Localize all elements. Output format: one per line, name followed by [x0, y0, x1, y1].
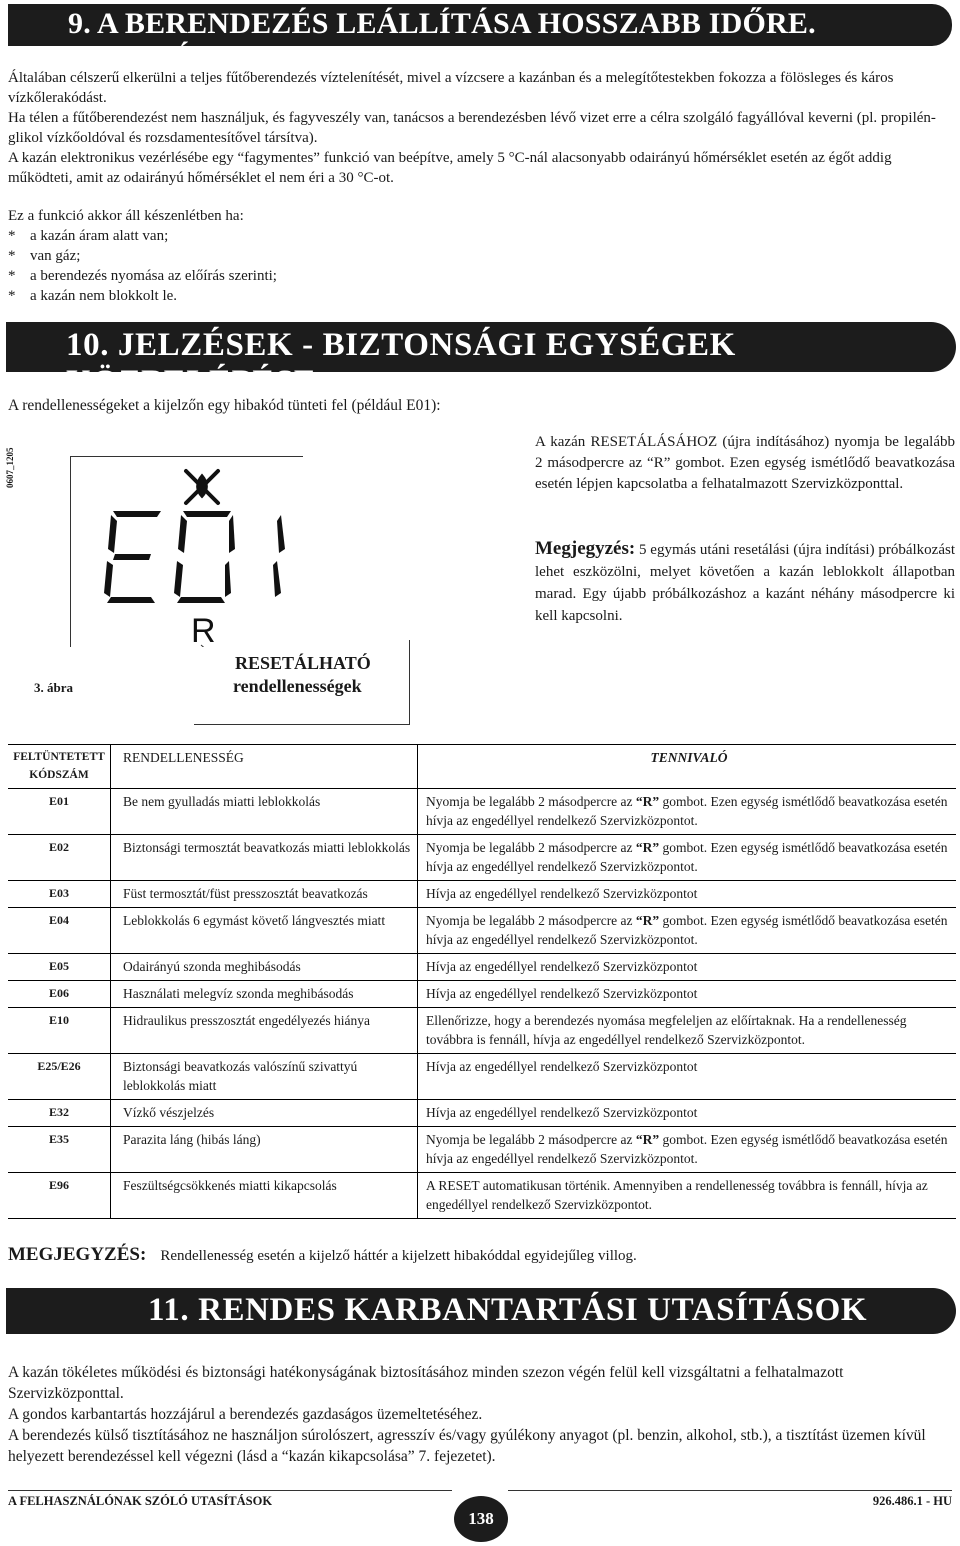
row-code: E06	[8, 981, 111, 1008]
table-row	[8, 1173, 956, 1219]
row-code: E96	[8, 1173, 111, 1219]
section9-p3: A kazán elektronikus vezérlésébe egy “fagymentes” funkció van beépítve, amely 5 °C-nál alacsonyabb odairányú hőmérséklet esetén az égőt addig működteti, amit az odairányú hőmérséklet el nem éri a 30 °C-ot.	[8, 150, 892, 186]
bullet-item: * van gáz;	[8, 248, 81, 264]
table-row	[8, 981, 956, 1008]
action-text: Hívja az engedéllyel rendelkező Szervizközpontot	[426, 986, 698, 1001]
section11-p3: A berendezés külső tisztításához ne használjon súrolószert, agresszív és/vagy gyúlékony anyagot (pl. benzin, alkohol, stb.), a tisztítást üzemen kívül helyezett berendezéssel kell végezni (lásd a “kazán kikapcsolása” 7. fejezetet).	[8, 1427, 926, 1465]
section10-title: 10. JELZÉSEK - BIZTONSÁGI EGYSÉGEK KÖZBELÉPÉSE	[66, 327, 736, 400]
note-text: 5 egymás utáni resetálási (újra indítási) próbálkozást lehet eszközölni, melyet követően a kazán leblokkolt állapotban marad. Egy újabb próbálkozáshoz a kazánt néhány másodpercre ki kell kapcsolni.	[535, 542, 956, 624]
row-code: E01	[8, 789, 111, 835]
footer-right: 926.486.1 - HU	[872, 1494, 952, 1508]
row-code: E04	[8, 908, 111, 954]
footer-left: A FELHASZNÁLÓNAK SZÓLÓ UTASÍTÁSOK	[8, 1494, 273, 1508]
row-fault: Be nem gyulladás miatti leblokkolás	[111, 789, 418, 835]
section10-banner	[6, 322, 956, 400]
action-text: Ellenőrizze, hogy a berendezés nyomása megfeleljen az előírtaknak. Ha a rendellenesség továbbra is fennáll, hívja az engedéllyel rendelkező Szervizközpontot.	[426, 1013, 907, 1047]
action-text-rest: gombot. Ezen egység ismétlődő beavatkozása esetén hívja az engedéllyel rendelkező Szervizközpontot.	[426, 1132, 948, 1166]
action-text: Nyomja be legalább 2 másodpercre az	[426, 840, 636, 855]
action-text: Nyomja be legalább 2 másodpercre az	[426, 794, 636, 809]
footer-rule-right	[508, 1490, 952, 1491]
action-text: Nyomja be legalább 2 másodpercre az	[426, 913, 636, 928]
row-fault: Vízkő vészjelzés	[111, 1100, 418, 1127]
row-code: E32	[8, 1100, 111, 1127]
segment-e-icon	[104, 511, 161, 603]
action-text: Hívja az engedéllyel rendelkező Szervizközpontot	[426, 1105, 698, 1120]
note-label: Megjegyzés:	[535, 538, 636, 559]
row-fault: Biztonsági beavatkozás valószínű szivattyú leblokkolás miatt	[111, 1054, 418, 1100]
row-action	[418, 954, 957, 981]
row-fault: Használati melegvíz szonda meghibásodás	[111, 981, 418, 1008]
row-action	[418, 1173, 957, 1219]
section9-p4: Ez a funkció akkor áll készenlétben ha:	[8, 208, 244, 224]
table-row	[8, 1100, 956, 1127]
row-fault: Füst termosztát/füst presszosztát beavatkozás	[111, 881, 418, 908]
row-code: E02	[8, 835, 111, 881]
row-action	[418, 981, 957, 1008]
action-button-ref: “R”	[635, 913, 660, 928]
table-row	[8, 954, 956, 981]
table-row	[8, 789, 956, 835]
section11-banner	[6, 1288, 956, 1334]
row-action	[418, 1100, 957, 1127]
figure-caption: 3. ábra	[34, 680, 73, 695]
footer-rule-left	[8, 1490, 452, 1491]
row-code: E25/E26	[8, 1054, 111, 1100]
error-code-table	[8, 744, 956, 1219]
flame-crossed-icon	[186, 471, 218, 503]
row-code: E10	[8, 1008, 111, 1054]
action-text-rest: gombot. Ezen egység ismétlődő beavatkozása esetén hívja az engedéllyel rendelkező Szervizközpontot.	[426, 840, 948, 874]
segment-zero-icon	[174, 511, 235, 603]
row-action	[418, 835, 957, 881]
figure-code: 0607_1205	[5, 447, 15, 488]
section10-intro: A rendellenességeket a kijelzőn egy hibakód tünteti fel (például E01):	[8, 397, 441, 414]
table-header	[8, 745, 956, 789]
page-number: 138	[454, 1496, 508, 1542]
action-text: Hívja az engedéllyel rendelkező Szervizközpontot	[426, 959, 698, 974]
section9-body	[8, 68, 954, 306]
section9-title: 9. A BERENDEZÉS LEÁLLÍTÁSA HOSSZABB IDŐRE. FAGYVÉDELEM	[68, 7, 816, 74]
header-fault: RENDELLENESSÉG	[111, 745, 418, 789]
row-action	[418, 881, 957, 908]
header-code: FELTÜNTETETT KÓDSZÁM	[8, 745, 111, 789]
table-row	[8, 1054, 956, 1100]
action-text: Hívja az engedéllyel rendelkező Szervizközpontot	[426, 1059, 698, 1074]
figure-label: RESETÁLHATÓ rendellenességek	[233, 653, 371, 696]
row-code: E35	[8, 1127, 111, 1173]
bullet-item: * a kazán nem blokkolt le.	[8, 288, 178, 304]
row-fault: Leblokkolás 6 egymást követő lángvesztés miatt	[111, 908, 418, 954]
section11-body	[8, 1362, 954, 1467]
section9-p2: Ha télen a fűtőberendezést nem használjuk, és fagyveszély van, tanácsos a berendezésben lévő vizet erre a célra szolgáló fagyállóval keverni (pl. propilén-glikol vízkőoldóval és rozsdamentesítővel társítva).	[8, 110, 936, 146]
row-code: E05	[8, 954, 111, 981]
segment-one-icon	[273, 515, 285, 597]
reset-instructions	[535, 432, 955, 495]
table-row	[8, 881, 956, 908]
display-figure	[70, 456, 303, 647]
display-illustration	[71, 457, 303, 647]
action-text-rest: gombot. Ezen egység ismétlődő beavatkozása esetén hívja az engedéllyel rendelkező Szervizközpontot.	[426, 794, 948, 828]
reset-text: A kazán RESETÁLÁSÁHOZ (újra indításához) nyomja be legalább 2 másodpercre az “R” gombot. Ezen egység ismétlődő beavatkozása esetén lépjen kapcsolatba a felhatalmazott Szervizközponttal.	[535, 434, 955, 492]
row-fault: Hidraulikus presszosztát engedélyezés hiánya	[111, 1008, 418, 1054]
row-fault: Biztonsági termosztát beavatkozás miatti leblokkolás	[111, 835, 418, 881]
section11-title: 11. RENDES KARBANTARTÁSI UTASÍTÁSOK	[148, 1292, 868, 1328]
action-text: Hívja az engedéllyel rendelkező Szervizközpontot	[426, 886, 698, 901]
table-row	[8, 835, 956, 881]
row-action	[418, 1008, 957, 1054]
action-text: A RESET automatikusan történik. Amennyiben a rendellenesség továbbra is fennáll, hívja az engedéllyel rendelkező Szervizközpontot.	[426, 1178, 928, 1212]
section11-p2: A gondos karbantartás hozzájárul a berendezés gazdaságos üzemeltetéséhez.	[8, 1406, 483, 1423]
footnote-label: MEGJEGYZÉS:	[8, 1244, 147, 1265]
row-fault: Parazita láng (hibás láng)	[111, 1127, 418, 1173]
action-text-rest: gombot. Ezen egység ismétlődő beavatkozása esetén hívja az engedéllyel rendelkező Szervizközpontot.	[426, 913, 948, 947]
action-text: Nyomja be legalább 2 másodpercre az	[426, 1132, 636, 1147]
section9-banner	[8, 4, 952, 74]
section11-p1: A kazán tökéletes működési és biztonsági hatékonyságának biztosításához minden szezon végén felül kell vizsgáltatni a felhatalmazott Szervizközponttal.	[8, 1364, 844, 1402]
bullet-item: * a kazán áram alatt van;	[8, 228, 169, 244]
header-action: TENNIVALÓ	[418, 745, 957, 789]
action-button-ref: “R”	[635, 840, 660, 855]
row-code: E03	[8, 881, 111, 908]
bullet-item: * a berendezés nyomása az előírás szerinti;	[8, 268, 277, 284]
note-block	[535, 538, 955, 627]
table-row	[8, 1008, 956, 1054]
table-row	[8, 908, 956, 954]
footnote-text: Rendellenesség esetén a kijelző háttér a kijelzett hibakóddal egyidejűleg villog.	[160, 1248, 637, 1264]
row-action	[418, 908, 957, 954]
section9-p1: Általában célszerű elkerülni a teljes fűtőberendezés víztelenítését, mivel a vízcsere a kazánban és a melegítőtestekben fokozza a fölösleges és káros vízkőlerakódást.	[8, 70, 894, 106]
row-action	[418, 1127, 957, 1173]
row-action	[418, 1054, 957, 1100]
table-footnote	[8, 1244, 637, 1266]
reset-letter: R	[191, 612, 216, 647]
action-button-ref: “R”	[635, 1132, 660, 1147]
table-row	[8, 1127, 956, 1173]
row-fault: Feszültségcsökkenés miatti kikapcsolás	[111, 1173, 418, 1219]
row-action	[418, 789, 957, 835]
row-fault: Odairányú szonda meghibásodás	[111, 954, 418, 981]
action-button-ref: “R”	[635, 794, 660, 809]
